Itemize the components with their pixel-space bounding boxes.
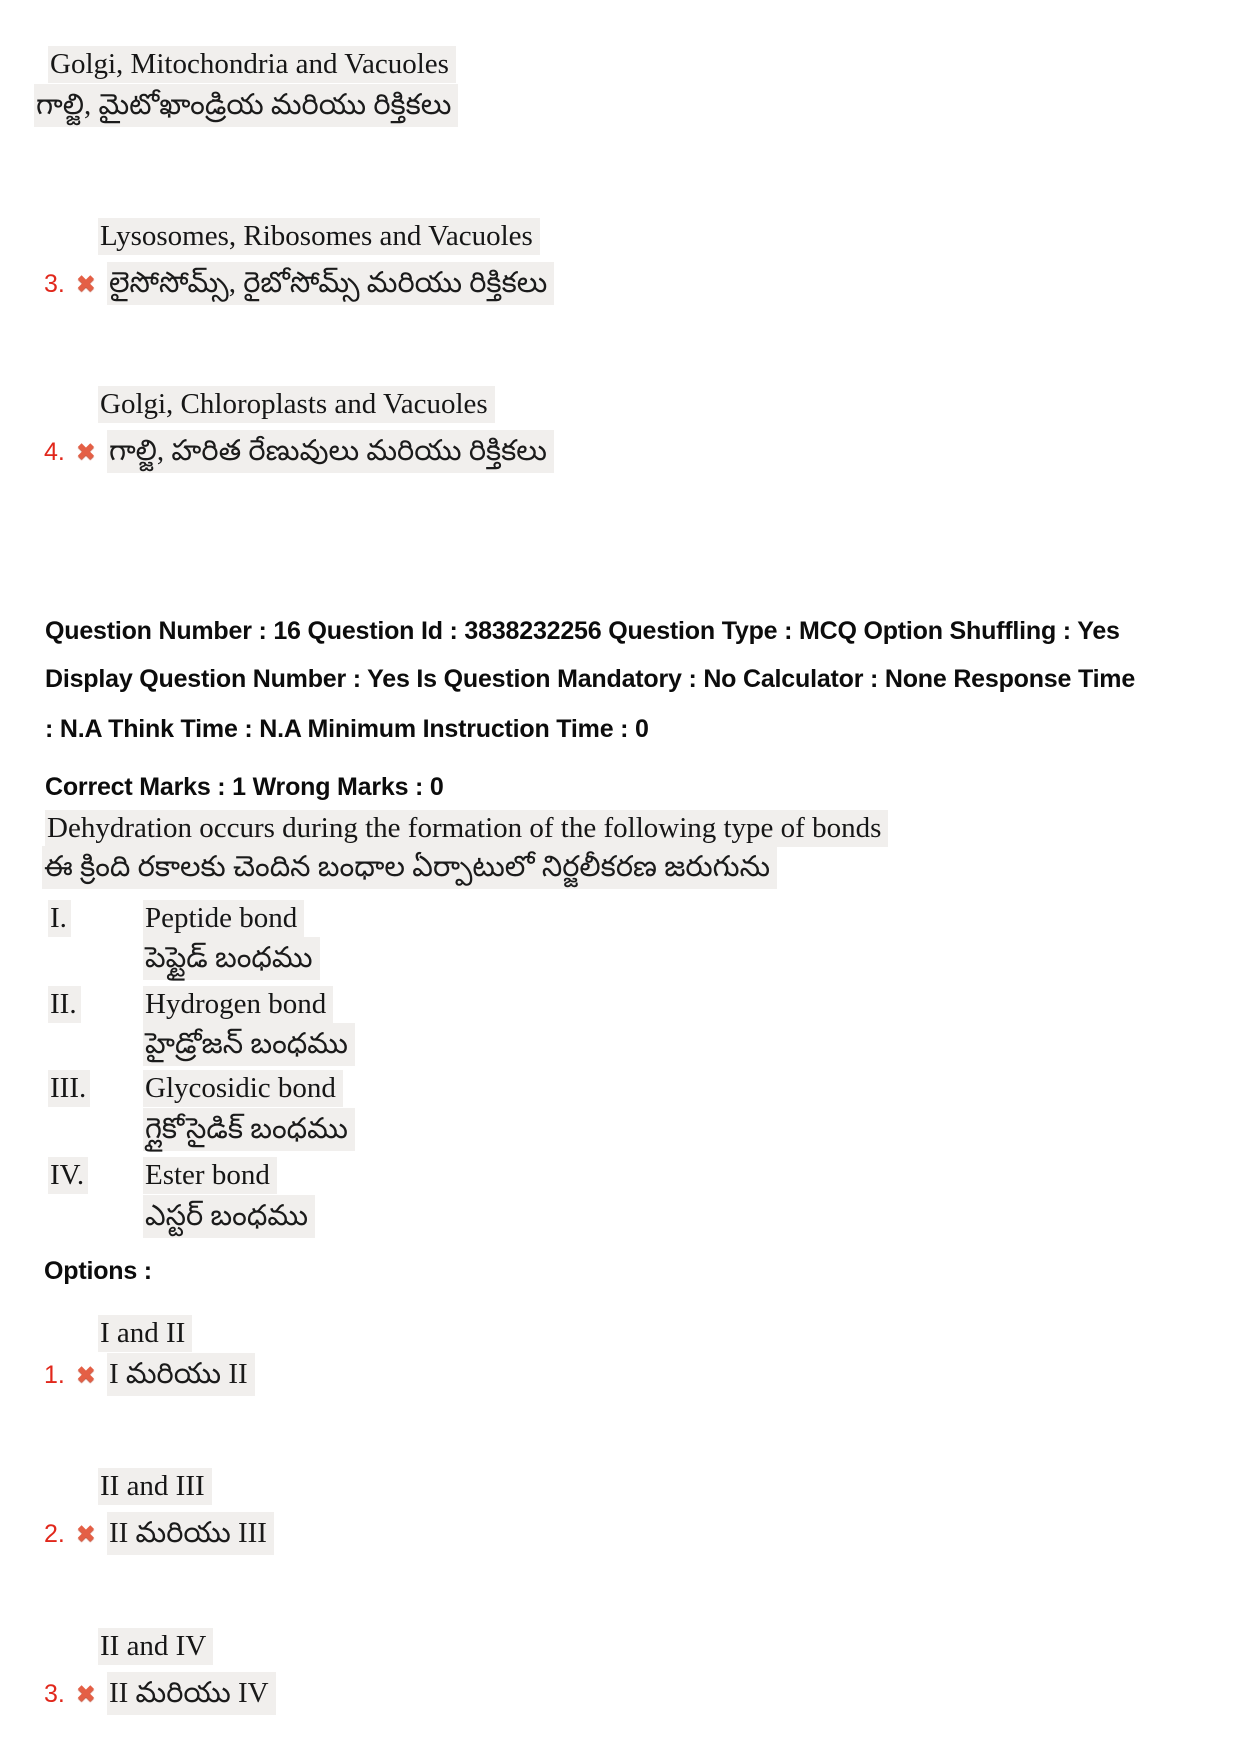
bond-item-1-english: Peptide bond (143, 900, 304, 937)
prev-option-3-row (44, 262, 554, 305)
option-number: 3. (44, 1680, 65, 1708)
marks-line: Correct Marks : 1 Wrong Marks : 0 (45, 773, 444, 801)
wrong-answer-cross-icon: ✖ (75, 438, 96, 466)
question-text-telugu: ఈ క్రింది రకాలకు చెందిన బంధాల ఏర్పాటులో నిర్జలీకరణ జరుగును (42, 846, 777, 889)
bond-item-2-numeral: II. (48, 986, 81, 1023)
bond-item-4-numeral: IV. (48, 1157, 88, 1194)
question-meta-line-3: : N.A Think Time : N.A Minimum Instruction Time : 0 (45, 715, 649, 743)
options-label: Options : (44, 1257, 152, 1285)
option-number: 3. (44, 270, 65, 298)
bond-item-2-english: Hydrogen bond (143, 986, 333, 1023)
option-number: 1. (44, 1361, 65, 1389)
prev-option-3-telugu: లైసోసోమ్స్, రైబోసోమ్స్ మరియు రిక్తికలు (107, 262, 554, 305)
wrong-answer-cross-icon: ✖ (75, 1680, 96, 1708)
bond-item-1-numeral: I. (48, 900, 71, 937)
question-meta-line-1: Question Number : 16 Question Id : 3838232256 Question Type : MCQ Option Shuffling : Yes (45, 617, 1120, 645)
prev-option-3-english: Lysosomes, Ribosomes and Vacuoles (98, 218, 540, 255)
bond-item-4-english: Ester bond (143, 1157, 277, 1194)
wrong-answer-cross-icon: ✖ (75, 270, 96, 298)
option-2-telugu: II మరియు III (107, 1512, 274, 1555)
option-2-row (44, 1512, 274, 1555)
option-3-row (44, 1672, 276, 1715)
bond-item-2-telugu: హైడ్రోజన్ బంధము (143, 1023, 355, 1066)
bond-item-3-telugu: గ్లైకోసైడిక్ బంధము (143, 1108, 355, 1151)
question-text-english: Dehydration occurs during the formation of the following type of bonds (45, 810, 888, 847)
bond-item-3-english: Glycosidic bond (143, 1070, 343, 1107)
option-1-english: I and II (98, 1315, 192, 1352)
question-meta-line-2: Display Question Number : Yes Is Question Mandatory : No Calculator : None Response Time (45, 665, 1136, 693)
option-1-row (44, 1353, 255, 1396)
option-number: 2. (44, 1520, 65, 1548)
option-1-telugu: I మరియు II (107, 1353, 255, 1396)
prev-option-4-row (44, 430, 554, 473)
carryover-option-english: Golgi, Mitochondria and Vacuoles (48, 46, 456, 83)
option-3-english: II and IV (98, 1628, 213, 1665)
option-2-english: II and III (98, 1468, 212, 1505)
wrong-answer-cross-icon: ✖ (75, 1361, 96, 1389)
prev-option-4-english: Golgi, Chloroplasts and Vacuoles (98, 386, 495, 423)
prev-option-4-telugu: గాల్జి, హరిత రేణువులు మరియు రిక్తికలు (107, 430, 554, 473)
bond-item-4-telugu: ఎస్టర్ బంధము (143, 1195, 315, 1238)
wrong-answer-cross-icon: ✖ (75, 1520, 96, 1548)
carryover-option-telugu: గాల్జి, మైటోఖాండ్రియ మరియు రిక్తికలు (34, 84, 458, 127)
option-number: 4. (44, 438, 65, 466)
bond-item-3-numeral: III. (48, 1070, 90, 1107)
option-3-telugu: II మరియు IV (107, 1672, 276, 1715)
bond-item-1-telugu: పెప్టైడ్ బంధము (143, 937, 320, 980)
